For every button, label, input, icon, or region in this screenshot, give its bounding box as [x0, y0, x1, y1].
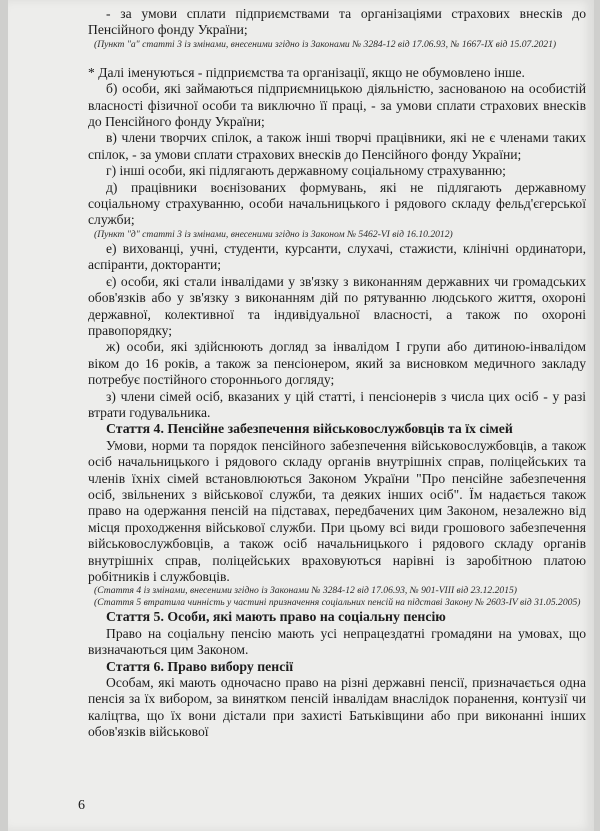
amendment-note: (Пункт "д" статті 3 із змінами, внесеними згідно із Законом № 5462-VI від 16.10.2012)	[94, 228, 453, 240]
article-heading: Стаття 5. Особи, які мають право на соціальну пенсію	[106, 609, 446, 625]
paragraph: Право на соціальну пенсію мають усі непрацездатні громадяни на умовах, що визначаються цим Законом.	[88, 625, 586, 658]
amendment-note: (Стаття 4 із змінами, внесеними згідно із Законами № 3284-12 від 17.06.93, № 901-VIII від 23.12.2015)	[94, 585, 517, 597]
article-heading: Стаття 4. Пенсійне забезпечення військовослужбовців та їх сімей	[106, 421, 513, 437]
paragraph: * Далі іменуються - підприємства та організації, якщо не обумовлено інше.	[88, 64, 525, 80]
document-page	[8, 0, 594, 831]
amendment-note: (Стаття 5 втратила чинність у частині призначення соціальних пенсій на підставі Закону № 2603-IV від 31.05.2005)	[94, 597, 581, 609]
document-text	[88, 6, 586, 741]
article-heading: Стаття 6. Право вибору пенсії	[106, 658, 294, 674]
paragraph: - за умови сплати підприємствами та організаціями страхових внесків до Пенсійного фонду України;	[88, 6, 586, 38]
paragraph: є) особи, які стали інвалідами у зв'язку з виконанням державних чи громадських обов'язків або у зв'язку з виконанням дій по рятуванню людського життя, охороні державної, колективної та індивідуальної власності, а також по охороні правопорядку;	[88, 273, 586, 338]
paragraph: Умови, норми та порядок пенсійного забезпечення військовослужбовців, а також осіб начальницького і рядового складу органів внутрішніх справ, поліцейських та членів їхніх сімей встановлюються Законом України "Про пенсійне забезпечення осіб, звільнених з військової служби, та деяких інших осіб". Їм надається також право на одержання пенсій на підставах, передбачених цим Законом, незалежно від місця проходження військової служби. При цьому всі види грошового забезпечення військовослужбовців, а також осіб начальницького і рядового складу органів внутрішніх справ, поліцейських враховуються нарівні із заробітною платою робітників і службовців.	[88, 437, 586, 584]
paragraph-gap	[88, 51, 586, 65]
paragraph: Особам, які мають одночасно право на різні державні пенсії, призначається одна пенсія за їх вибором, за винятком пенсій інвалідам внаслідок поранення, контузії чи каліцтва, що їх вони дістали при захисті Батьківщини або при виконанні інших обов'язків військової	[88, 675, 586, 740]
paragraph: з) члени сімей осіб, вказаних у цій статті, і пенсіонерів з числа цих осіб - у разі втрати годувальника.	[88, 388, 586, 420]
paragraph: б) особи, які займаються підприємницькою діяльністю, заснованою на особистій власності фізичної особи та виключно її праці, - за умови сплати страхових внесків до Пенсійного фонду України;	[88, 81, 586, 130]
amendment-note: (Пункт "а" статті 3 із змінами, внесеними згідно із Законами № 3284-12 від 17.06.93, № 1667-IX від 15.07.2021)	[94, 38, 557, 50]
page-number: 6	[78, 798, 85, 813]
paragraph: е) вихованці, учні, студенти, курсанти, слухачі, стажисти, клінічні ординатори, аспіранти, докторанти;	[88, 240, 586, 273]
paragraph: д) працівники воєнізованих формувань, які не підлягають державному соціальному страхуванню, особи начальницького і рядового складу фельд'єгерської служби;	[88, 179, 586, 228]
paragraph: ж) особи, які здійснюють догляд за інвалідом I групи або дитиною-інвалідом віком до 16 років, а також за пенсіонером, який за висновком медичного закладу потребує постійного стороннього догляду;	[88, 339, 586, 388]
paragraph: в) члени творчих спілок, а також інші творчі працівники, які не є членами таких спілок, - за умови сплати страхових внесків до Пенсійного фонду України;	[88, 130, 586, 162]
paragraph: г) інші особи, які підлягають державному соціальному страхуванню;	[106, 163, 506, 179]
